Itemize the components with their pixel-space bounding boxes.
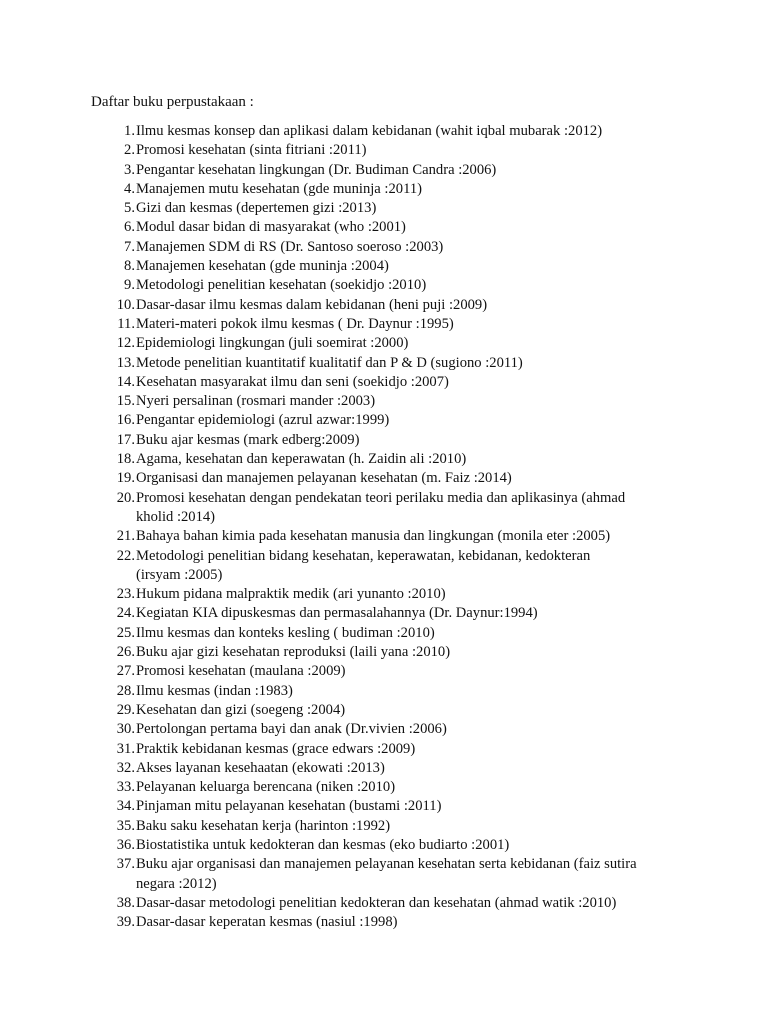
- list-item-line: Pertolongan pertama bayi dan anak (Dr.vivien :2006): [136, 721, 447, 738]
- list-item-line: Buku ajar gizi kesehatan reproduksi (laili yana :2010): [136, 644, 451, 661]
- list-item-text: [135, 276, 691, 295]
- list-item-line: Buku ajar organisasi dan manajemen pelayanan kesehatan serta kebidanan (faiz sutira: [136, 856, 637, 873]
- list-item-text: [135, 759, 691, 778]
- list-item-number: 13.: [116, 354, 135, 371]
- list-item: [91, 276, 691, 295]
- list-item-text: [135, 740, 691, 759]
- list-item: [91, 759, 691, 778]
- list-item-number: 20.: [116, 489, 135, 506]
- list-item-line: Metodologi penelitian kesehatan (soekidjo :2010): [136, 277, 427, 294]
- list-item-number: 21.: [116, 528, 135, 545]
- list-item: [91, 527, 691, 546]
- list-item-text: [135, 797, 691, 816]
- list-item-number: 32.: [116, 759, 135, 776]
- list-item-line: Ilmu kesmas dan konteks kesling ( budiman :2010): [136, 624, 435, 641]
- list-item: [91, 238, 691, 257]
- list-item-line: Akses layanan kesehaatan (ekowati :2013): [136, 759, 385, 776]
- list-item-text: [135, 354, 691, 373]
- list-item-number: 36.: [116, 836, 135, 853]
- list-item-line: kholid :2014): [136, 508, 216, 525]
- list-item-line: Materi-materi pokok ilmu kesmas ( Dr. Daynur :1995): [136, 315, 454, 332]
- list-item-line: Buku ajar kesmas (mark edberg:2009): [136, 431, 360, 448]
- list-item-line: Kegiatan KIA dipuskesmas dan permasalahannya (Dr. Daynur:1994): [136, 605, 538, 622]
- list-item: [91, 585, 691, 604]
- list-item: [91, 682, 691, 701]
- list-item-line: negara :2012): [136, 875, 217, 892]
- list-item-text: [135, 218, 691, 237]
- list-item-text: [135, 778, 691, 797]
- list-item-line: Pengantar epidemiologi (azrul azwar:1999): [136, 412, 390, 429]
- list-item: [91, 701, 691, 720]
- list-item-number: 3.: [124, 161, 135, 178]
- list-item: [91, 894, 691, 913]
- list-item-text: [135, 817, 691, 836]
- list-item-text: [135, 489, 691, 528]
- list-item-number: 6.: [124, 219, 135, 236]
- book-list: [91, 122, 691, 932]
- list-item: [91, 450, 691, 469]
- list-item: [91, 817, 691, 836]
- list-item-line: Ilmu kesmas (indan :1983): [136, 682, 293, 699]
- list-item-text: [135, 122, 691, 141]
- list-item-text: [135, 624, 691, 643]
- list-item: [91, 489, 691, 528]
- list-item-number: 19.: [116, 470, 135, 487]
- list-item-line: Dasar-dasar ilmu kesmas dalam kebidanan (heni puji :2009): [136, 296, 488, 313]
- list-item-text: [135, 431, 691, 450]
- list-item-line: Modul dasar bidan di masyarakat (who :2001): [136, 219, 406, 236]
- list-item-text: [135, 894, 691, 913]
- list-item-number: 15.: [116, 393, 135, 410]
- list-item: [91, 797, 691, 816]
- list-item-number: 7.: [124, 238, 135, 255]
- list-item-number: 29.: [116, 701, 135, 718]
- list-item-line: Manajemen mutu kesehatan (gde muninja :2011): [136, 180, 422, 197]
- list-item-number: 28.: [116, 682, 135, 699]
- list-item-line: Gizi dan kesmas (depertemen gizi :2013): [136, 200, 377, 217]
- list-item-number: 12.: [116, 335, 135, 352]
- list-item-number: 22.: [116, 547, 135, 564]
- list-item-number: 10.: [116, 296, 135, 313]
- list-item-text: [135, 836, 691, 855]
- list-item-number: 39.: [116, 914, 135, 931]
- list-item-text: [135, 643, 691, 662]
- list-item-line: Metodologi penelitian bidang kesehatan, keperawatan, kebidanan, kedokteran: [136, 547, 591, 564]
- list-item-text: [135, 373, 691, 392]
- list-item-line: Manajemen SDM di RS (Dr. Santoso soeroso :2003): [136, 238, 444, 255]
- list-item-line: Hukum pidana malpraktik medik (ari yunanto :2010): [136, 586, 446, 603]
- list-item-number: 26.: [116, 644, 135, 661]
- list-item: [91, 431, 691, 450]
- list-item: [91, 315, 691, 334]
- list-item: [91, 855, 691, 894]
- list-item-number: 18.: [116, 451, 135, 468]
- list-item-text: [135, 585, 691, 604]
- list-item: [91, 662, 691, 681]
- list-item-number: 25.: [116, 624, 135, 641]
- list-item: [91, 411, 691, 430]
- list-heading: Daftar buku perpustakaan :: [91, 94, 254, 110]
- list-item-number: 30.: [116, 721, 135, 738]
- list-item-text: [135, 296, 691, 315]
- list-item: [91, 296, 691, 315]
- list-item-number: 11.: [117, 315, 135, 332]
- list-item-line: Pengantar kesehatan lingkungan (Dr. Budiman Candra :2006): [136, 161, 497, 178]
- list-item-text: [135, 141, 691, 160]
- list-item-line: Praktik kebidanan kesmas (grace edwars :2009): [136, 740, 416, 757]
- list-item: [91, 836, 691, 855]
- list-item-line: Manajemen kesehatan (gde muninja :2004): [136, 258, 389, 275]
- list-item: [91, 334, 691, 353]
- list-item-number: 4.: [124, 180, 135, 197]
- list-item-line: Biostatistika untuk kedokteran dan kesmas (eko budiarto :2001): [136, 836, 510, 853]
- list-item-text: [135, 701, 691, 720]
- list-item-number: 17.: [116, 431, 135, 448]
- list-item-number: 38.: [116, 894, 135, 911]
- list-item: [91, 141, 691, 160]
- list-item-line: Pelayanan keluarga berencana (niken :2010): [136, 779, 396, 796]
- list-item-line: Dasar-dasar metodologi penelitian kedokteran dan kesehatan (ahmad watik :2010): [136, 894, 617, 911]
- list-item-number: 9.: [124, 277, 135, 294]
- list-item-line: Promosi kesehatan (maulana :2009): [136, 663, 346, 680]
- list-item-text: [135, 238, 691, 257]
- list-item: [91, 218, 691, 237]
- list-item: [91, 354, 691, 373]
- list-item-number: 24.: [116, 605, 135, 622]
- list-item-number: 35.: [116, 817, 135, 834]
- list-item-line: Organisasi dan manajemen pelayanan kesehatan (m. Faiz :2014): [136, 470, 512, 487]
- list-item-number: 5.: [124, 200, 135, 217]
- list-item-text: [135, 469, 691, 488]
- list-item-text: [135, 720, 691, 739]
- list-item-text: [135, 180, 691, 199]
- list-item-number: 37.: [116, 856, 135, 873]
- list-item-text: [135, 257, 691, 276]
- list-item-text: [135, 315, 691, 334]
- list-item: [91, 180, 691, 199]
- list-item-number: 14.: [116, 373, 135, 390]
- list-item: [91, 199, 691, 218]
- list-item: [91, 122, 691, 141]
- list-item: [91, 913, 691, 932]
- list-item-line: (irsyam :2005): [136, 566, 223, 583]
- list-item-text: [135, 392, 691, 411]
- list-item: [91, 547, 691, 586]
- list-item-line: Nyeri persalinan (rosmari mander :2003): [136, 393, 376, 410]
- list-item: [91, 392, 691, 411]
- list-item: [91, 624, 691, 643]
- document-body: [91, 93, 691, 932]
- list-item-number: 1.: [124, 123, 135, 139]
- list-item-text: [135, 411, 691, 430]
- list-item-text: [135, 161, 691, 180]
- list-item: [91, 257, 691, 276]
- list-item-text: [135, 682, 691, 701]
- list-item-text: [135, 662, 691, 681]
- list-item-number: 23.: [116, 586, 135, 603]
- list-item-line: Pinjaman mitu pelayanan kesehatan (bustami :2011): [136, 798, 442, 815]
- list-item-number: 2.: [124, 142, 135, 159]
- list-item: [91, 720, 691, 739]
- list-item-number: 31.: [116, 740, 135, 757]
- list-item-text: [135, 913, 691, 932]
- list-item-line: Kesehatan masyarakat ilmu dan seni (soekidjo :2007): [136, 373, 449, 390]
- list-item-number: 34.: [116, 798, 135, 815]
- list-item-line: Dasar-dasar keperatan kesmas (nasiul :1998): [136, 914, 398, 931]
- list-item: [91, 778, 691, 797]
- list-item-line: Metode penelitian kuantitatif kualitatif dan P & D (sugiono :2011): [136, 354, 523, 371]
- list-item: [91, 604, 691, 623]
- list-item-line: Ilmu kesmas konsep dan aplikasi dalam kebidanan (wahit iqbal mubarak :2012): [136, 123, 603, 139]
- list-item-number: 16.: [116, 412, 135, 429]
- list-item-number: 8.: [124, 258, 135, 275]
- list-item-number: 27.: [116, 663, 135, 680]
- list-item-text: [135, 199, 691, 218]
- list-item-number: 33.: [116, 779, 135, 796]
- list-item-line: Promosi kesehatan (sinta fitriani :2011): [136, 142, 367, 159]
- list-item-line: Baku saku kesehatan kerja (harinton :1992): [136, 817, 391, 834]
- list-item: [91, 161, 691, 180]
- list-item-text: [135, 527, 691, 546]
- list-item: [91, 373, 691, 392]
- list-item-line: Epidemiologi lingkungan (juli soemirat :2000): [136, 335, 409, 352]
- list-item-line: Bahaya bahan kimia pada kesehatan manusia dan lingkungan (monila eter :2005): [136, 528, 611, 545]
- list-item-line: Agama, kesehatan dan keperawatan (h. Zaidin ali :2010): [136, 451, 467, 468]
- list-item: [91, 469, 691, 488]
- list-item-text: [135, 450, 691, 469]
- list-item-text: [135, 604, 691, 623]
- list-item-line: Promosi kesehatan dengan pendekatan teori perilaku media dan aplikasinya (ahmad: [136, 489, 626, 506]
- list-item: [91, 740, 691, 759]
- list-item-line: Kesehatan dan gizi (soegeng :2004): [136, 701, 346, 718]
- list-item: [91, 643, 691, 662]
- list-item-text: [135, 334, 691, 353]
- list-item-text: [135, 547, 691, 586]
- list-item-text: [135, 855, 691, 894]
